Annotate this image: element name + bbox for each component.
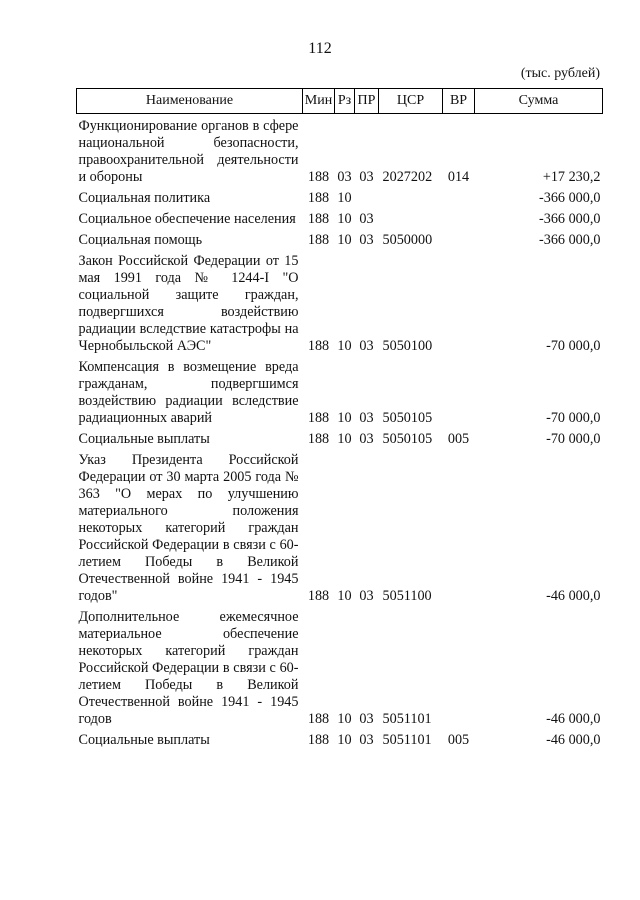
table-row	[77, 427, 603, 448]
row-name: Социальное обеспечение населения	[78, 211, 296, 227]
row-sum: -70 000,0	[546, 410, 601, 426]
budget-table	[76, 88, 603, 749]
row-rz: 10	[337, 232, 352, 248]
row-pr: 03	[359, 232, 374, 248]
row-vr	[443, 228, 475, 249]
row-csr: 5050000	[382, 232, 433, 248]
row-rz: 10	[337, 588, 352, 604]
row-min: 188	[307, 711, 330, 727]
row-pr	[355, 186, 379, 207]
row-sum: -70 000,0	[546, 431, 601, 447]
row-csr: 5051100	[382, 588, 432, 604]
row-rz: 03	[337, 169, 352, 185]
header-rz: Рз	[335, 89, 355, 114]
table-row	[77, 207, 603, 228]
row-pr: 03	[359, 588, 374, 604]
row-sum: +17 230,2	[542, 169, 601, 185]
header-min: Мин	[303, 89, 335, 114]
row-min: 188	[307, 338, 330, 354]
header-pr: ПР	[355, 89, 379, 114]
header-vr: ВР	[443, 89, 475, 114]
table-row	[77, 728, 603, 749]
row-rz: 10	[337, 732, 352, 748]
row-name: Социальные выплаты	[78, 732, 210, 748]
row-vr	[443, 605, 475, 728]
row-name: Социальная помощь	[78, 232, 203, 248]
row-vr	[443, 448, 475, 605]
table-row	[77, 228, 603, 249]
row-min: 188	[307, 410, 330, 426]
row-name: Социальная политика	[78, 190, 211, 206]
row-vr: 005	[447, 431, 470, 447]
row-csr: 5051101	[382, 711, 432, 727]
row-min: 188	[307, 732, 330, 748]
row-vr	[443, 355, 475, 427]
row-sum: -366 000,0	[539, 232, 601, 248]
table-row	[77, 249, 603, 355]
row-sum: -46 000,0	[546, 588, 601, 604]
row-rz: 10	[337, 338, 352, 354]
header-csr: ЦСР	[379, 89, 443, 114]
table-row	[77, 114, 603, 187]
row-name: Указ Президента Российской Федерации от 30 марта 2005 года № 363 "О мерах по улучшению материального положения некоторых категорий граждан Российской Федерации в связи с 60-летием Победы в Великой Отечественной войне 1941 - 1945 годов"	[78, 452, 299, 604]
page-number: 112	[308, 40, 332, 57]
table-row	[77, 448, 603, 605]
row-rz: 10	[337, 410, 352, 426]
row-csr	[379, 207, 443, 228]
row-min: 188	[307, 588, 330, 604]
row-pr: 03	[359, 711, 374, 727]
row-pr: 03	[359, 410, 374, 426]
table-row	[77, 355, 603, 427]
row-min: 188	[307, 190, 330, 206]
units-label: (тыс. рублей)	[520, 66, 600, 81]
row-csr: 5051101	[382, 732, 432, 748]
row-vr: 005	[447, 732, 470, 748]
row-sum: -46 000,0	[546, 711, 601, 727]
row-csr: 5050105	[382, 431, 433, 447]
row-name: Компенсация в возмещение вреда гражданам, подвергшимся воздействию радиации вследствие радиационных аварий	[78, 359, 299, 426]
row-name: Дополнительное ежемесячное материальное обеспечение некоторых категорий граждан Российской Федерации в связи с 60-летием Победы в Великой Отечественной войне 1941 - 1945 годов	[78, 609, 299, 727]
row-pr: 03	[359, 211, 374, 227]
header-name: Наименование	[77, 89, 303, 114]
row-pr: 03	[359, 732, 374, 748]
row-min: 188	[307, 211, 330, 227]
table-row	[77, 605, 603, 728]
table-header	[77, 89, 603, 114]
row-min: 188	[307, 232, 330, 248]
row-rz: 10	[337, 211, 352, 227]
row-min: 188	[307, 431, 330, 447]
row-vr	[443, 186, 475, 207]
row-name: Социальные выплаты	[78, 431, 210, 447]
row-pr: 03	[359, 431, 374, 447]
row-sum: -366 000,0	[539, 211, 601, 227]
table-row	[77, 186, 603, 207]
row-rz: 10	[337, 431, 352, 447]
row-csr: 5050100	[382, 338, 433, 354]
row-sum: -70 000,0	[546, 338, 601, 354]
row-pr: 03	[359, 169, 374, 185]
row-vr: 014	[447, 169, 470, 185]
row-sum: -366 000,0	[539, 190, 601, 206]
row-min: 188	[307, 169, 330, 185]
row-pr: 03	[359, 338, 374, 354]
row-name: Функционирование органов в сфере национальной безопасности, правоохранительной деятельности и обороны	[78, 118, 299, 185]
row-rz: 10	[337, 711, 352, 727]
row-csr	[379, 186, 443, 207]
row-csr: 2027202	[382, 169, 433, 185]
row-csr: 5050105	[382, 410, 433, 426]
row-sum: -46 000,0	[546, 732, 601, 748]
header-sum: Сумма	[475, 89, 603, 114]
row-name: Закон Российской Федерации от 15 мая 1991 года № 1244-I "О социальной защите граждан, подвергшихся воздействию радиации вследствие катастрофы на Чернобыльской АЭС"	[78, 253, 299, 354]
row-vr	[443, 249, 475, 355]
row-vr	[443, 207, 475, 228]
row-rz: 10	[337, 190, 352, 206]
